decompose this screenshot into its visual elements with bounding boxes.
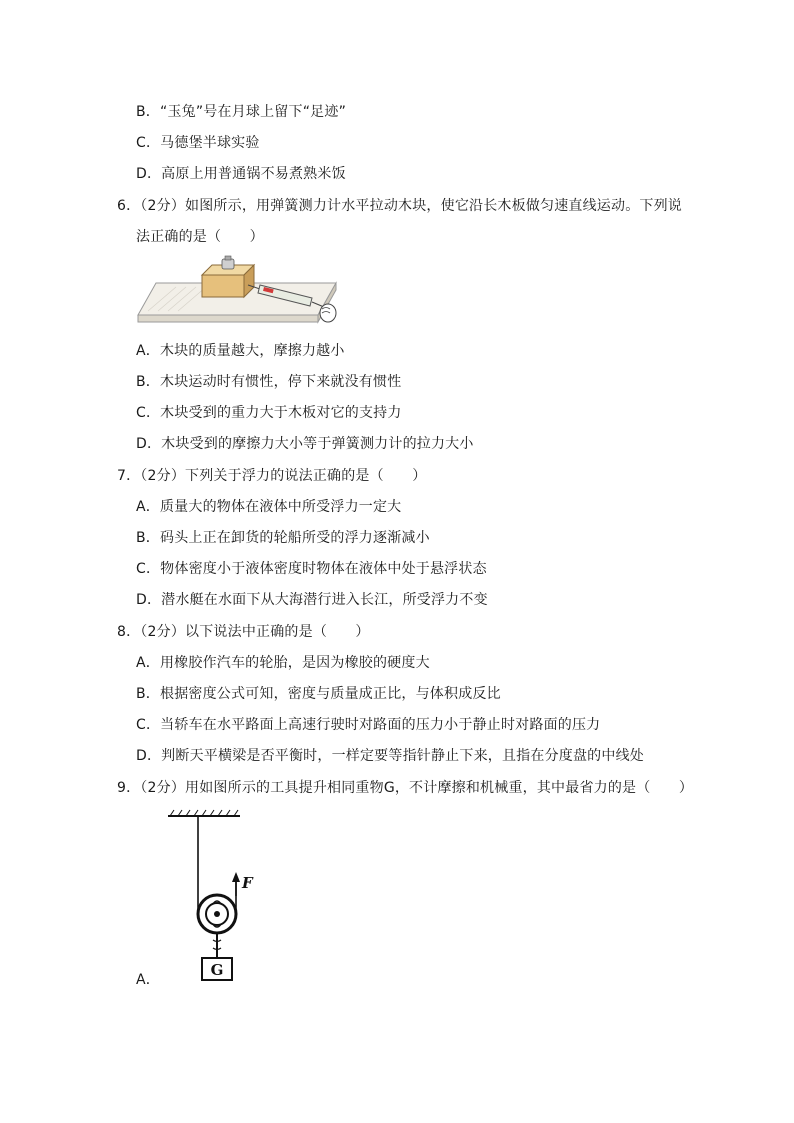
q6-stem-line1: 6．（2分）如图所示，用弹簧测力计水平拉动木块，使它沿长木板做匀速直线运动。下列说 bbox=[117, 198, 683, 214]
q8-option-a: A．用橡胶作汽车的轮胎，是因为橡胶的硬度大 bbox=[136, 655, 430, 671]
q6-option-b: B．木块运动时有惯性，停下来就没有惯性 bbox=[136, 374, 402, 390]
q9-force-label: F bbox=[242, 874, 253, 892]
q6-option-a: A．木块的质量越大，摩擦力越小 bbox=[136, 343, 345, 359]
q7-stem: 7．（2分）下列关于浮力的说法正确的是（ ） bbox=[117, 468, 427, 484]
q9-option-a: A． bbox=[136, 972, 160, 988]
q8-stem: 8．（2分）以下说法中正确的是（ ） bbox=[117, 624, 370, 640]
q7-option-b: B．码头上正在卸货的轮船所受的浮力逐渐减小 bbox=[136, 530, 430, 546]
q8-option-c: C．当轿车在水平路面上高速行驶时对路面的压力小于静止时对路面的压力 bbox=[136, 717, 601, 733]
q5-option-b: B．“玉兔”号在月球上留下“足迹” bbox=[136, 104, 347, 120]
q9-stem: 9．（2分）用如图所示的工具提升相同重物G，不计摩擦和机械重，其中最省力的是（ ） bbox=[117, 780, 694, 796]
q6-stem-line2: 法正确的是（ ） bbox=[136, 229, 264, 245]
q9-figure-pulley bbox=[160, 808, 270, 984]
q8-option-b: B．根据密度公式可知，密度与质量成正比，与体积成反比 bbox=[136, 686, 501, 702]
q5-option-c: C．马德堡半球实验 bbox=[136, 135, 260, 151]
q7-option-c: C．物体密度小于液体密度时物体在液体中处于悬浮状态 bbox=[136, 561, 487, 577]
q5-option-d: D．高原上用普通锅不易煮熟米饭 bbox=[136, 166, 346, 182]
q9-weight-label: G bbox=[210, 961, 224, 979]
q8-option-d: D．判断天平横梁是否平衡时，一样定要等指针静止下来，且指在分度盘的中线处 bbox=[136, 748, 644, 764]
q6-option-d: D．木块受到的摩擦力大小等于弹簧测力计的拉力大小 bbox=[136, 436, 474, 452]
q7-option-d: D．潜水艇在水面下从大海潜行进入长江，所受浮力不变 bbox=[136, 592, 488, 608]
q6-option-c: C．木块受到的重力大于木板对它的支持力 bbox=[136, 405, 402, 421]
q7-option-a: A．质量大的物体在液体中所受浮力一定大 bbox=[136, 499, 402, 515]
q6-figure-spring-scale-block bbox=[136, 255, 346, 337]
